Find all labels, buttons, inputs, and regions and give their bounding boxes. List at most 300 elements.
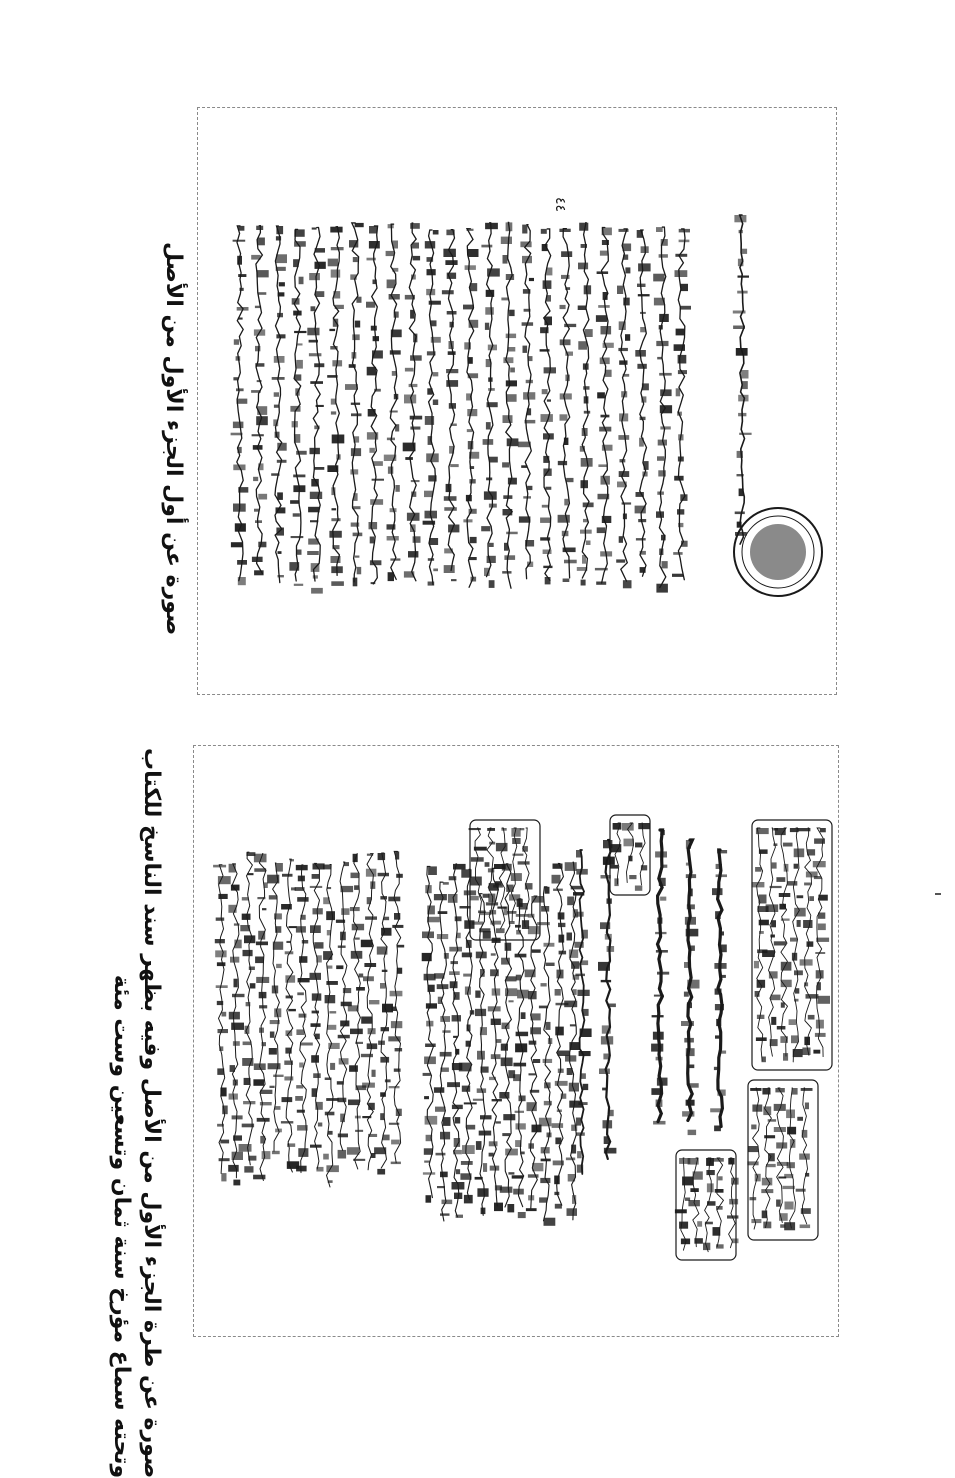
handwriting-glyph: [367, 432, 378, 439]
handwriting-glyph: [807, 849, 815, 855]
handwriting-glyph: [457, 933, 461, 939]
handwriting-glyph: [326, 981, 338, 985]
handwriting-glyph: [584, 411, 590, 414]
handwriting-glyph: [336, 454, 340, 459]
handwriting-glyph: [603, 292, 608, 300]
handwriting-glyph: [732, 1239, 739, 1244]
handwriting-glyph: [331, 270, 341, 278]
handwriting-glyph: [236, 388, 244, 391]
handwriting-glyph: [532, 949, 541, 952]
handwriting-glyph: [220, 1088, 226, 1097]
handwriting-glyph: [513, 854, 524, 856]
handwriting-glyph: [794, 970, 803, 975]
handwriting-glyph: [354, 885, 359, 890]
handwriting-glyph: [328, 1043, 339, 1049]
handwriting-glyph: [444, 953, 449, 959]
handwriting-glyph: [600, 251, 608, 256]
handwriting-glyph: [276, 334, 285, 338]
handwriting-glyph: [687, 904, 695, 909]
handwriting-glyph: [483, 1163, 487, 1172]
handwriting-glyph: [486, 478, 492, 481]
handwriting-glyph: [453, 992, 459, 1000]
handwriting-glyph: [739, 433, 751, 435]
handwriting-glyph: [446, 484, 452, 492]
handwriting-glyph: [769, 971, 778, 978]
handwriting-glyph: [313, 863, 325, 869]
handwriting-glyph: [794, 999, 799, 1002]
handwriting-glyph: [520, 1152, 525, 1155]
handwriting-glyph: [516, 975, 521, 981]
handwriting-glyph: [656, 511, 664, 517]
handwriting-glyph: [448, 525, 459, 533]
handwriting-glyph: [762, 950, 775, 957]
handwriting-glyph: [371, 326, 377, 331]
handwriting-glyph: [653, 274, 664, 282]
handwriting-glyph: [228, 905, 236, 913]
handwriting-glyph: [275, 1106, 281, 1110]
handwriting-glyph: [684, 992, 689, 997]
handwriting-glyph: [386, 251, 394, 256]
handwriting-glyph: [391, 1162, 401, 1165]
handwriting-glyph: [217, 1001, 223, 1005]
handwriting-glyph: [274, 913, 282, 919]
handwriting-glyph: [298, 876, 305, 882]
handwriting-glyph: [293, 513, 300, 516]
handwriting-glyph: [600, 551, 612, 556]
handwriting-glyph: [332, 435, 345, 444]
handwriting-glyph: [471, 877, 482, 886]
handwriting-glyph: [310, 1145, 322, 1148]
handwriting-glyph: [296, 451, 307, 455]
handwriting-glyph: [332, 545, 339, 549]
handwriting-glyph: [638, 294, 650, 296]
handwriting-glyph: [426, 1195, 432, 1203]
handwriting-glyph: [446, 369, 458, 373]
handwriting-glyph: [481, 526, 490, 531]
handwriting-glyph: [470, 1010, 475, 1014]
handwriting-glyph: [735, 532, 747, 536]
handwriting-glyph: [238, 577, 246, 585]
handwriting-glyph: [525, 420, 536, 424]
handwriting-glyph: [688, 1158, 699, 1165]
handwriting-glyph: [756, 1037, 767, 1041]
handwriting-glyph: [739, 230, 743, 233]
handwriting-glyph: [433, 569, 438, 572]
handwriting-glyph: [738, 276, 750, 278]
handwriting-glyph: [425, 416, 434, 425]
handwriting-stroke: [640, 230, 647, 576]
handwriting-glyph: [325, 995, 336, 1003]
handwriting-glyph: [407, 513, 420, 521]
handwriting-glyph: [394, 394, 399, 399]
handwriting-glyph: [506, 222, 513, 231]
handwriting-glyph: [247, 873, 253, 875]
handwriting-glyph: [331, 566, 343, 573]
handwriting-glyph: [601, 415, 610, 418]
handwriting-glyph: [282, 1097, 293, 1102]
handwriting-glyph: [412, 243, 419, 249]
handwriting-glyph: [310, 381, 323, 384]
handwriting-glyph: [489, 504, 497, 508]
handwriting-glyph: [428, 582, 435, 586]
handwriting-glyph: [623, 374, 630, 377]
handwriting-glyph: [424, 1057, 436, 1065]
handwriting-glyph: [527, 486, 532, 490]
handwriting-glyph: [425, 511, 438, 519]
handwriting-glyph: [450, 424, 456, 427]
handwriting-glyph: [257, 406, 267, 415]
handwriting-glyph: [312, 228, 317, 230]
handwriting-glyph: [340, 1021, 349, 1027]
handwriting-glyph: [312, 1088, 317, 1097]
handwriting-glyph: [474, 847, 487, 851]
handwriting-glyph: [413, 536, 421, 543]
handwriting-glyph: [233, 1041, 240, 1046]
handwriting-glyph: [425, 1044, 436, 1048]
handwriting-glyph: [756, 828, 769, 834]
handwriting-glyph: [377, 1169, 385, 1175]
handwriting-glyph: [705, 1222, 713, 1225]
handwriting-glyph: [714, 963, 726, 969]
handwriting-glyph: [504, 555, 515, 560]
handwriting-glyph: [255, 957, 264, 964]
handwriting-glyph: [272, 1151, 280, 1154]
handwriting-glyph: [797, 920, 801, 927]
handwriting-glyph: [629, 875, 636, 879]
handwriting-stroke: [505, 864, 512, 1207]
handwriting-glyph: [351, 403, 360, 405]
handwriting-glyph: [279, 282, 285, 286]
handwriting-glyph: [331, 518, 340, 521]
handwriting-glyph: [552, 875, 561, 884]
handwriting-glyph: [443, 1117, 451, 1126]
handwriting-glyph: [293, 475, 305, 478]
handwriting-glyph: [523, 346, 528, 353]
handwriting-glyph: [659, 878, 666, 886]
handwriting-glyph: [413, 256, 421, 261]
handwriting-glyph: [475, 1009, 486, 1016]
handwriting-glyph: [651, 1088, 661, 1095]
handwriting-glyph: [288, 1009, 296, 1011]
handwriting-glyph: [578, 306, 587, 311]
handwriting-glyph: [296, 550, 301, 555]
handwriting-glyph: [370, 537, 375, 544]
handwriting-glyph: [310, 492, 322, 499]
handwriting-glyph: [772, 862, 777, 868]
handwriting-glyph: [367, 258, 376, 261]
handwriting-glyph: [542, 244, 548, 251]
handwriting-glyph: [581, 1073, 586, 1079]
handwriting-glyph: [814, 876, 822, 879]
handwriting-glyph: [581, 480, 589, 488]
handwriting-glyph: [503, 415, 513, 423]
handwriting-glyph: [464, 1102, 477, 1104]
handwriting-glyph: [573, 989, 577, 995]
handwriting-glyph: [445, 260, 457, 265]
handwriting-glyph: [686, 874, 696, 878]
handwriting-glyph: [679, 229, 690, 233]
handwriting-glyph: [254, 854, 267, 863]
handwriting-glyph: [600, 922, 610, 929]
handwriting-glyph: [547, 1133, 552, 1138]
handwriting-glyph: [706, 1158, 714, 1166]
handwriting-glyph: [502, 462, 509, 467]
handwriting-glyph: [274, 356, 285, 363]
handwriting-glyph: [564, 438, 569, 445]
handwriting-glyph: [443, 882, 449, 885]
handwriting-glyph: [299, 956, 307, 963]
handwriting-glyph: [433, 372, 439, 376]
handwriting-glyph: [524, 309, 531, 312]
handwriting-glyph: [576, 850, 582, 858]
handwriting-glyph: [449, 947, 462, 952]
handwriting-glyph: [512, 838, 520, 844]
handwriting-glyph: [598, 962, 610, 971]
handwriting-glyph: [797, 1117, 803, 1121]
handwriting-glyph: [789, 1019, 796, 1025]
handwriting-glyph: [428, 985, 435, 992]
handwriting-glyph: [251, 255, 261, 260]
handwriting-glyph: [370, 560, 382, 565]
handwriting-glyph: [296, 1166, 307, 1172]
handwriting-glyph: [462, 1086, 470, 1092]
handwriting-glyph: [289, 562, 299, 571]
handwriting-glyph: [707, 1201, 716, 1206]
handwriting-glyph: [567, 1208, 578, 1216]
handwriting-glyph: [622, 502, 632, 504]
handwriting-glyph: [611, 844, 622, 852]
handwriting-glyph: [644, 461, 649, 470]
handwriting-glyph: [259, 992, 267, 998]
handwriting-glyph: [763, 1106, 771, 1115]
handwriting-glyph: [656, 1057, 663, 1061]
handwriting-glyph: [815, 952, 825, 954]
handwriting-glyph: [314, 467, 325, 470]
handwriting-glyph: [231, 1023, 244, 1030]
handwriting-glyph: [316, 1167, 323, 1172]
handwriting-glyph: [394, 913, 400, 920]
handwriting-glyph: [426, 453, 439, 462]
handwriting-glyph: [571, 1145, 576, 1154]
handwriting-glyph: [385, 1079, 391, 1082]
handwriting-glyph: [308, 507, 320, 513]
handwriting-glyph: [662, 561, 668, 568]
handwriting-glyph: [327, 1025, 336, 1030]
handwriting-glyph: [353, 493, 357, 501]
handwriting-glyph: [428, 436, 433, 445]
handwriting-glyph: [503, 509, 513, 515]
handwriting-glyph: [287, 1143, 295, 1147]
handwriting-glyph: [456, 1215, 463, 1218]
handwriting-glyph: [233, 1080, 238, 1086]
handwriting-glyph: [540, 537, 550, 540]
handwriting-glyph: [413, 334, 417, 343]
handwriting-glyph: [389, 1086, 400, 1088]
handwriting-glyph: [404, 395, 416, 404]
handwriting-glyph: [558, 912, 565, 919]
handwriting-glyph: [350, 469, 358, 474]
handwriting-glyph: [355, 556, 360, 558]
handwriting-glyph: [329, 531, 341, 538]
handwriting-glyph: [328, 259, 338, 267]
handwriting-glyph: [436, 1153, 446, 1156]
handwriting-glyph: [519, 903, 528, 910]
handwriting-glyph: [557, 970, 564, 979]
handwriting-glyph: [603, 1054, 610, 1060]
handwriting-glyph: [565, 375, 569, 382]
handwriting-glyph: [361, 1054, 373, 1057]
handwriting-glyph: [492, 1099, 502, 1101]
margin-box: [752, 820, 832, 1070]
handwriting-glyph: [674, 476, 683, 481]
handwriting-glyph: [220, 1140, 229, 1144]
handwriting-stroke: [681, 1158, 686, 1250]
handwriting-glyph: [345, 384, 358, 390]
handwriting-glyph: [585, 329, 593, 337]
handwriting-glyph: [499, 1092, 509, 1099]
handwriting-glyph: [310, 973, 322, 980]
handwriting-glyph: [602, 240, 609, 245]
handwriting-glyph: [494, 1203, 503, 1212]
handwriting-glyph: [758, 895, 766, 904]
handwriting-glyph: [238, 487, 248, 493]
handwriting-glyph: [229, 1094, 238, 1100]
handwriting-glyph: [351, 873, 360, 879]
handwriting-glyph: [338, 1134, 348, 1138]
handwriting-glyph: [231, 542, 243, 547]
handwriting-glyph: [675, 1209, 687, 1213]
handwriting-glyph: [565, 862, 577, 871]
handwriting-glyph: [331, 399, 336, 405]
handwriting-glyph: [488, 388, 495, 391]
handwriting-glyph: [313, 575, 318, 578]
handwriting-glyph: [230, 957, 239, 963]
handwriting-glyph: [469, 509, 477, 514]
handwriting-glyph: [460, 1173, 471, 1180]
handwriting-glyph: [275, 432, 280, 438]
handwriting-glyph: [485, 307, 494, 315]
handwriting-glyph: [405, 295, 415, 300]
handwriting-glyph: [446, 230, 454, 236]
handwriting-glyph: [254, 509, 259, 512]
handwriting-glyph: [326, 1165, 339, 1172]
handwriting-glyph: [570, 1024, 576, 1026]
handwriting-glyph: [239, 226, 245, 231]
handwriting-glyph: [434, 973, 444, 979]
handwriting-glyph: [738, 413, 746, 416]
handwriting-glyph: [382, 970, 388, 972]
handwriting-glyph: [327, 887, 331, 889]
handwriting-glyph: [603, 343, 614, 348]
handwriting-glyph: [804, 883, 811, 886]
handwriting-glyph: [805, 1103, 809, 1110]
handwriting-glyph: [516, 1032, 529, 1037]
handwriting-glyph: [690, 946, 695, 951]
handwriting-glyph: [315, 1034, 320, 1040]
handwriting-glyph: [351, 448, 361, 456]
handwriting-glyph: [501, 1044, 508, 1051]
handwriting-glyph: [370, 499, 383, 505]
handwriting-glyph: [237, 307, 249, 311]
handwriting-glyph: [558, 515, 570, 523]
handwriting-glyph: [579, 223, 588, 231]
handwriting-glyph: [657, 918, 662, 924]
handwriting-glyph: [475, 1177, 483, 1180]
handwriting-glyph: [602, 1025, 611, 1033]
handwriting-glyph: [548, 1038, 552, 1044]
handwriting-glyph: [616, 559, 625, 562]
handwriting-glyph: [381, 928, 391, 936]
handwriting-glyph: [766, 1164, 776, 1167]
handwriting-glyph: [341, 886, 354, 892]
handwriting-glyph: [470, 466, 474, 469]
handwriting-glyph: [687, 1002, 692, 1008]
handwriting-glyph: [506, 976, 517, 981]
handwriting-glyph: [260, 1102, 272, 1105]
handwriting-glyph: [294, 584, 303, 586]
handwriting-glyph: [366, 869, 377, 877]
handwriting-glyph: [783, 843, 793, 847]
handwriting-glyph: [437, 934, 448, 939]
handwriting-glyph: [277, 492, 283, 500]
handwriting-glyph: [636, 492, 644, 497]
handwriting-glyph: [312, 874, 319, 879]
handwriting-glyph: [543, 469, 551, 476]
handwriting-glyph: [257, 1118, 270, 1122]
handwriting-glyph: [710, 1108, 723, 1112]
handwriting-glyph: [253, 477, 258, 481]
handwriting-glyph: [544, 1218, 556, 1226]
handwriting-glyph: [431, 320, 437, 326]
handwriting-glyph: [246, 1002, 251, 1006]
handwriting-glyph: [233, 240, 246, 242]
handwriting-glyph: [281, 1121, 293, 1123]
handwriting-glyph: [311, 1023, 321, 1027]
handwriting-glyph: [497, 907, 506, 909]
handwriting-glyph: [216, 985, 228, 988]
handwriting-glyph: [792, 953, 797, 961]
handwriting-glyph: [353, 257, 358, 262]
handwriting-glyph: [693, 1171, 703, 1179]
handwriting-glyph: [768, 1153, 775, 1161]
handwriting-glyph: [603, 1120, 613, 1128]
handwriting-glyph: [369, 226, 377, 234]
handwriting-glyph: [541, 414, 553, 422]
handwriting-glyph: [506, 334, 516, 339]
handwriting-glyph: [468, 557, 476, 560]
handwriting-glyph: [688, 1200, 700, 1206]
handwriting-glyph: [380, 1113, 384, 1120]
handwriting-glyph: [257, 238, 265, 246]
handwriting-glyph: [463, 974, 471, 977]
handwriting-glyph: [655, 932, 666, 934]
handwriting-glyph: [307, 328, 319, 336]
handwriting-glyph: [565, 287, 570, 290]
handwriting-glyph: [367, 897, 371, 904]
handwriting-glyph: [440, 1016, 450, 1022]
handwriting-glyph: [411, 275, 416, 280]
handwriting-glyph: [619, 321, 626, 330]
handwriting-glyph: [727, 1215, 738, 1218]
handwriting-glyph: [623, 255, 628, 260]
handwriting-glyph: [597, 527, 606, 533]
handwriting-glyph: [816, 1020, 824, 1029]
handwriting-glyph: [787, 881, 797, 886]
handwriting-glyph: [571, 886, 583, 890]
handwriting-glyph: [790, 938, 798, 942]
handwriting-glyph: [256, 416, 268, 425]
handwriting-glyph: [297, 992, 304, 995]
